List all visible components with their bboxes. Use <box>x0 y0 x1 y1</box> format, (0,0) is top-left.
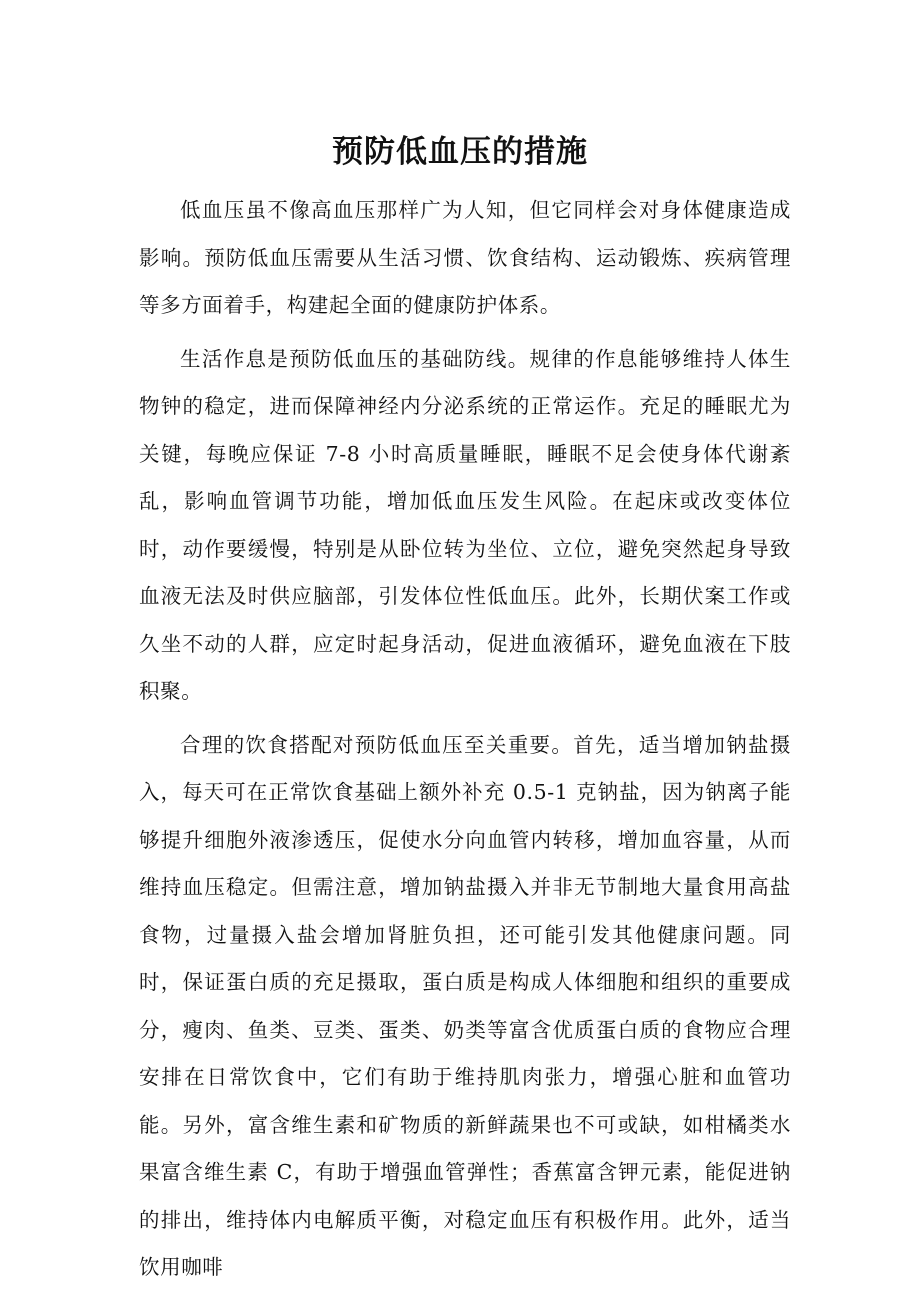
document-title: 预防低血压的措施 <box>332 134 588 170</box>
paragraph-diet: 合理的饮食搭配对预防低血压至关重要。首先，适当增加钠盐摄入，每天可在正常饮食基础上额外补充 0.5-1 克钠盐，因为钠离子能够提升细胞外液渗透压，促使水分向血管内转移，增加血容量，从而维持血压稳定。但需注意，增加钠盐摄入并非无节制地大量食用高盐食物，过量摄入盐会增加肾脏负担，还可能引发其他健康问题。同时，保证蛋白质的充足摄取，蛋白质是构成人体细胞和组织的重要成分，瘦肉、鱼类、豆类、蛋类、奶类等富含优质蛋白质的食物应合理安排在日常饮食中，它们有助于维持肌肉张力，增强心脏和血管功能。另外，富含维生素和矿物质的新鲜蔬果也不可或缺，如柑橘类水果富含维生素 C，有助于增强血管弹性；香蕉富含钾元素，能促进钠的排出，维持体内电解质平衡，对稳定血压有积极作用。此外，适当饮用咖啡 <box>139 732 791 1279</box>
document-body <box>139 187 791 1298</box>
paragraph-lifestyle: 生活作息是预防低血压的基础防线。规律的作息能够维持人体生物钟的稳定，进而保障神经内分泌系统的正常运作。充足的睡眠尤为关键，每晚应保证 7-8 小时高质量睡眠，睡眠不足会使身体代谢紊乱，影响血管调节功能，增加低血压发生风险。在起床或改变体位时，动作要缓慢，特别是从卧位转为坐位、立位，避免突然起身导致血液无法及时供应脑部，引发体位性低血压。此外，长期伏案工作或久坐不动的人群，应定时起身活动，促进血液循环，避免血液在下肢积聚。 <box>139 346 791 703</box>
paragraph-intro: 低血压虽不像高血压那样广为人知，但它同样会对身体健康造成影响。预防低血压需要从生活习惯、饮食结构、运动锻炼、疾病管理等多方面着手，构建起全面的健康防护体系。 <box>139 198 791 317</box>
